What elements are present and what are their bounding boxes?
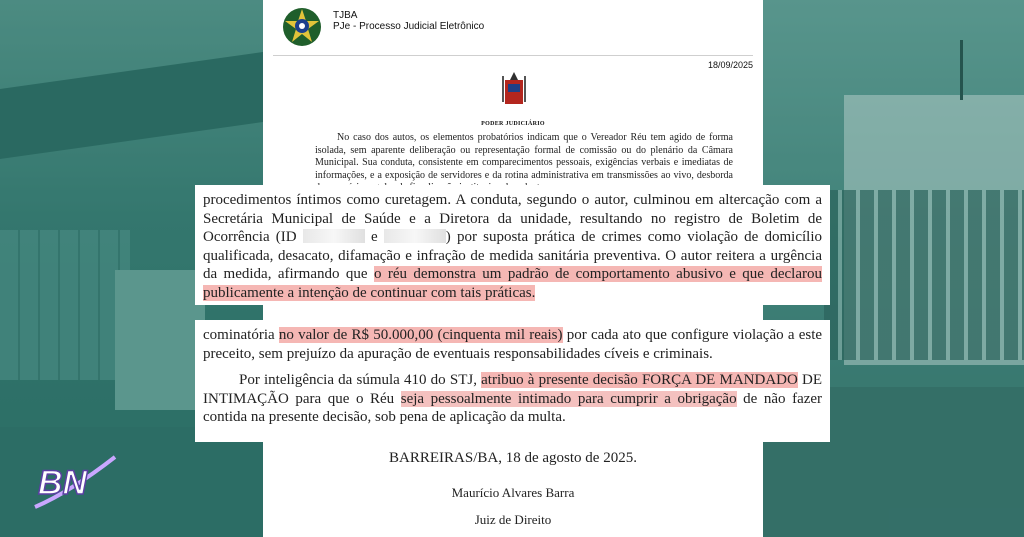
background-paragraph: No caso dos autos, os elementos probatórios indicam que o Vereador Réu tem agido de forma isolada, sem aparente deliberação ou representação formal de comissão ou do plenário da Câmara Municipal. Sua conduta, consistente em comparecimentos pessoais, exigências verbais e imediatas de informações, e a exposição de servidores e da rotina administrativa em transmissões ao vivo, desborda <box>315 132 733 181</box>
excerpt1-text-b: e <box>370 229 378 245</box>
excerpt2-text-a2: por cada ato que configure violação a este preceito, sem prejuízo da apuração de eventuais responsabilidades cíveis e criminais. <box>203 327 823 362</box>
excerpt2-text-b2: DE INTIMAÇÃO <box>203 372 823 407</box>
redacted-id-1 <box>303 229 365 243</box>
excerpt1-text-a: procedimentos íntimos como curetagem. A conduta, segundo o autor, culminou em altercação com a Secretária Municipal de Saúde e a Diretora da unidade, resultando no registro de Boletim de Ocorrência (ID <box>203 192 822 245</box>
excerpt2-text-b3: para que o Réu <box>295 390 395 407</box>
excerpt2-text-a1: cominatória <box>203 327 275 343</box>
bahia-crest-icon <box>499 70 529 110</box>
section-title: PODER JUDICIÁRIO <box>481 121 545 127</box>
excerpt1-text-c: ) por suposta prática de crimes como violação de domicílio qualificada, desacato, difamação e infração de medida sanitária preventiva. O autor reitera a urgência da medida, afirmando que <box>203 229 822 282</box>
highlight-intimation: seja pessoalmente intimado para cumprir a obrigação <box>400 390 737 407</box>
place-and-date: BARREIRAS/BA, 18 de agosto de 2025. <box>389 450 637 466</box>
redacted-id-2 <box>384 229 446 243</box>
excerpt-card-1 <box>195 185 830 305</box>
judge-name: Maurício Alvares Barra <box>451 485 575 500</box>
highlight-mandado: atribuo à presente decisão FORÇA DE MANDADO <box>481 372 798 388</box>
highlight-abusive-pattern: o réu demonstra um padrão de comportamento abusivo e que declarou publicamente a intenção de continuar com tais práticas. <box>203 266 822 301</box>
bn-logo-icon <box>30 452 120 512</box>
brazil-coat-of-arms-icon <box>281 6 323 48</box>
excerpt2-text-b4: de não fazer contida na presente decisão, sob pena de aplicação da multa. <box>203 390 823 425</box>
judge-role: Juiz de Direito <box>474 512 552 527</box>
document-date: 18/09/2025 <box>707 60 753 70</box>
excerpt-card-2 <box>195 320 830 442</box>
org-name: TJBA <box>333 10 358 21</box>
header-divider <box>273 55 753 56</box>
excerpt2-text-b1: Por inteligência da súmula 410 do STJ, <box>239 372 477 388</box>
system-name: PJe - Processo Judicial Eletrônico <box>333 21 485 32</box>
highlight-fine-amount: no valor de R$ 50.000,00 (cinquenta mil reais) <box>278 327 563 343</box>
bn-logo-text: BN <box>38 464 88 502</box>
